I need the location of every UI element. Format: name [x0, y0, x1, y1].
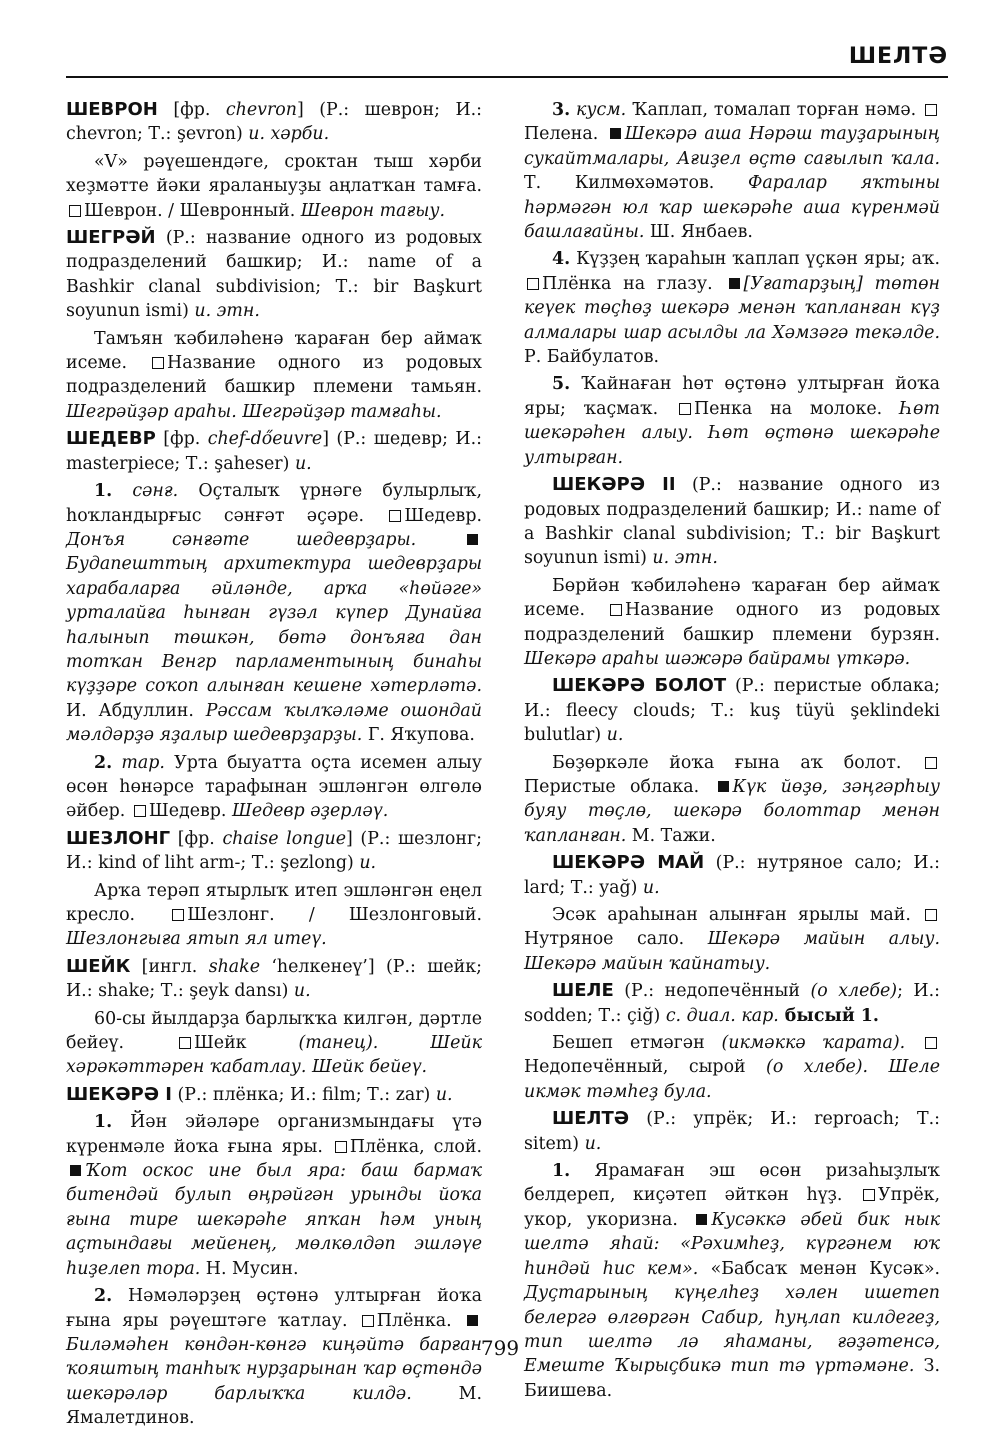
entry-definition: Арҡа терәп ятырлыҡ итеп эшләнгән еңел кресло. Шезлонг. / Шезлонговый. Шезлонгыға ятып ял итеү. [66, 880, 482, 950]
right-column [524, 98, 940, 1406]
entry-head: ШЕЗЛОНГ [фр. chaise longue] (Р.: шезлонг; И.: kind of liht arm-; Т.: şezlong) и. [66, 827, 482, 874]
quote-square-icon [610, 128, 621, 139]
translation-box-icon [362, 1315, 374, 1327]
headword: ШЕГРӘЙ [66, 227, 156, 249]
entry-definition: «V» рәүешендәге, сроктан тыш хәрби хеҙмәтте йәки яраланыуҙы аңлатҡан тамға. Шеврон. / Шевронный. Шеврон тағыу. [66, 151, 482, 221]
headword: ШЕКӘРӘ I [66, 1083, 172, 1105]
translation-box-icon [925, 104, 937, 116]
entry-shekere-2 [524, 473, 940, 671]
translation-box-icon [527, 278, 539, 290]
headword: ШЕКӘРӘ МАЙ [552, 852, 705, 874]
translation-box-icon [863, 1189, 875, 1201]
entry-shekere-1 [66, 1083, 482, 1431]
page-number: 799 [480, 1336, 520, 1360]
grammar-label: и. [642, 877, 660, 898]
grammar-label: с. диал. кар. [665, 1005, 779, 1026]
entry-head: ШЕДЕВР [фр. chef-dőeuvre] (Р.: шедевр; И.: masterpiece; Т.: şaheser) и. [66, 428, 482, 474]
grammar-label: и. [606, 725, 624, 746]
quote-square-icon [467, 1315, 478, 1326]
sense-1: 1. Ярамаған эш өсөн ризаһыҙлыҡ белдереп, киҫәтеп әйткән һүҙ. Упрёк, укор, укоризна. Кусәккә әбей бик нык шелтә яһай: «Рәхимһеҙ, күргәнем юҡ һиндәй һис кем». «Бабсаҡ менән Кусәк». Дуҫтарының күңелһеҙ хәлен ишетеп белергә өлгөргән Сабир, һуңлап килдегеҙ, тип шелтә лә яһаманы, ғәҙәтенсә, Емеште Ҡырыҫбикә тип тә үртәмәне. З. Биишева. [524, 1161, 941, 1401]
entry-shele [524, 979, 940, 1104]
translation-box-icon [179, 1037, 191, 1049]
headword: ШЕКӘРӘ БОЛОТ [552, 675, 727, 697]
header-rule [66, 76, 948, 78]
cross-reference: бысый 1. [778, 1005, 879, 1026]
headword: ШЕДЕВР [66, 428, 156, 450]
grammar-label: и. [359, 853, 377, 874]
entry-head: ШЕКӘРӘ II (Р.: название одного из родовых подразделений башкир; И.: name of a Bashkir clanal subdivision; Т.: bir Başkurt soyunun ismi) и. этн. [524, 474, 940, 569]
sense-1: 1. сәнғ. Оҫталыҡ үрнәге булырлыҡ, һоҡландырғыс сәнғәт әҫәре. Шедевр. Донъя сәнғәте шедеврҙары. Будапешттың архитектура шедеврҙары харабаларға әйләнде, арҡа «һөйәге» урталайға һынған гүзәл күпер Дунайға һалынып төшкән, бөтә донъяға дан тотҡан Венгр парламентының бинаһы күҙҙәре соҡоп алынған кешене хәтерләтә. И. Абдуллин. Рәссам ҡылҡәләме ошондай мәлдәрҙә яҙалыр шедеврҙарҙы. Г. Яҡупова. [66, 481, 482, 746]
sense-2: 2. тар. Урта быуатта оҫта исемен алыу өсөн һөнәрсе тарафынан эшләнгән өлгөлө әйбер. Шедевр. Шедевр әҙерләү. [66, 752, 482, 822]
headword: ШЕКӘРӘ II [552, 474, 676, 496]
entry-definition: Тамъян ҡәбиләһенә ҡараған бер аймаҡ исеме. Название одного из родовых подразделений башкир племени тамьян. Шегрәйҙәр араһы. Шегрәйҙәр тамғаһы. [66, 328, 482, 422]
quote-square-icon [70, 1165, 81, 1176]
entry-shezlong [66, 827, 482, 952]
translation-box-icon [925, 909, 937, 921]
sense-3: 3. кусм. Ҡаплап, томалап торған нәмә. Пелена. Шекәрә аша Нәрәш тауҙарының сукайтмалары, Ағиҙел өҫтө сағылып ҡала. Т. Килмөхәмәтов. Фаралар яҡтыны һәрмәгән юл ҡар шекәрәһе аша күренмәй башлағайны. Ш. Янбаев. [524, 100, 940, 243]
translation-box-icon [610, 604, 622, 616]
entry-shekere-may [524, 851, 940, 976]
headword: ШЕЗЛОНГ [66, 827, 171, 849]
entry-definition: Эсәк араһынан алынған ярылы май. Нутряное сало. Шекәрә майын алыу. Шекәрә майын ҡайнатыу. [524, 905, 940, 974]
entry-head: ШЕВРОН [фр. chevron] (Р.: шеврон; И.: chevron; Т.: şevron) и. хәрби. [66, 99, 482, 145]
entry-head: ШЕЛТӘ (Р.: упрёк; И.: reproach; Т.: sitem) и. [524, 1108, 940, 1154]
grammar-label: и. этн. [652, 548, 718, 569]
headword: ШЕЛТӘ [552, 1108, 630, 1130]
entry-definition: 60-сы йылдарҙа барлыҡҡа килгән, дәртле бейеү. Шейк (танец). Шейк хәрәкәттәрен ҡабатлау. Шейк бейеү. [66, 1008, 483, 1078]
entry-head: ШЕЛЕ (Р.: недопечённый (о хлебе); И.: sodden; Т.: çiğ) с. диал. кар. бысый 1. [524, 980, 940, 1026]
translation-box-icon [335, 1141, 347, 1153]
translation-box-icon [172, 909, 184, 921]
running-title: ШЕЛТӘ [848, 44, 948, 69]
quote-square-icon [696, 1214, 707, 1225]
grammar-label: и. этн. [194, 301, 260, 322]
translation-box-icon [389, 510, 401, 522]
sense-2: 2. Нәмәләрҙең өҫтөнә ултырған йоҡа ғына яры рәүештәге ҡатлау. Плёнка. Биләмәһен көндән-көнгә киңәйтә барған ҡояштың танһыҡ нурҙарынан ҡар өҫтөндә шекәрәләр барлыҡҡа килдә. М. Ямалетдинов. [66, 1286, 482, 1429]
entry-sheyk [66, 955, 482, 1080]
entry-definition: Бешеп етмәгән (икмәккә ҡарата). Недопечённый, сырой (о хлебе). Шеле икмәк тәмһеҙ була. [524, 1033, 940, 1102]
entry-shedevr [66, 427, 482, 824]
sense-4: 4. Күҙҙең ҡараһын ҡаплап үҫкән яры; аҡ. Плёнка на глазу. [Уғатарҙың] төтөн кеүек төҫһөҙ шекәрә менән ҡапланған күҙ алмалары шар асылды ла Хәмзәгә текәлде. Р. Байбулатов. [524, 249, 941, 368]
entry-definition: Бөрйән ҡәбиләһенә ҡараған бер аймаҡ исеме. Название одного из родовых подразделений башкир племени бурзян. Шекәрә араһы шәжәрә байрамы үткәрә. [524, 575, 940, 669]
headword: ШЕЛЕ [552, 980, 614, 1002]
headword: ШЕВРОН [66, 99, 158, 120]
entry-head: ШЕГРӘЙ (Р.: название одного из родовых подразделений башкир; И.: name of a Bashkir clanal subdivision; Т.: bir Başkurt soyunun ismi) и. этн. [66, 227, 482, 322]
grammar-label: и. [294, 453, 312, 474]
entry-shevron [66, 98, 482, 223]
quote-square-icon [729, 278, 740, 289]
headword: ШЕЙК [66, 955, 131, 977]
entry-head: ШЕКӘРӘ МАЙ (Р.: нутряное сало; И.: lard; Т.: yağ) и. [524, 852, 940, 898]
grammar-label: и. [584, 1133, 602, 1154]
quote-square-icon [718, 781, 729, 792]
sense-5: 5. Ҡайнаған һөт өҫтөнә ултырған йоҡа яры; ҡаҫмаҡ. Пенка на молоке. Һөт шекәрәһен алыу. Һөт өҫтөнә шекәрәһе ултырған. [524, 374, 940, 468]
entry-head: ШЕКӘРӘ БОЛОТ (Р.: перистые облака; И.: fleecy clouds; Т.: kuş tüyü şeklindeki bulutlar) и. [524, 675, 941, 746]
translation-box-icon [925, 1037, 937, 1049]
entry-shekere-bolot [524, 674, 940, 848]
translation-box-icon [69, 205, 81, 217]
translation-box-icon [152, 357, 164, 369]
quote-square-icon [467, 534, 478, 545]
entry-definition: Бөҙөркәле йоҡа ғына аҡ болот. Перистые облака. Күк йөҙө, зәңгәрһыу буяу төҫлө, шекәрә болоттар менән ҡапланған. М. Тажи. [524, 752, 941, 846]
grammar-label: и. хәрби. [248, 124, 330, 145]
translation-box-icon [134, 805, 146, 817]
entry-shegray [66, 226, 482, 424]
entry-shekere-1-continued [524, 98, 940, 470]
grammar-label: и. [435, 1084, 453, 1105]
entry-head: ШЕЙК [ингл. shake ‘һелкенеү’] (Р.: шейк; И.: shake; Т.: şeyk dansı) и. [66, 955, 482, 1002]
translation-box-icon [925, 757, 937, 769]
entry-head: ШЕКӘРӘ I (Р.: плёнка; И.: film; Т.: zar) и. [66, 1083, 453, 1105]
left-column [66, 98, 482, 1434]
sense-1: 1. Йән эйәләре организмындағы үтә күренмәле йоҡа ғына яры. Плёнка, слой. Ҡот оскос ине был яра: баш бармаҡ битендәй булып өңрәйгән урынды йоҡа ғына тире шекәрәһе япҡан һәм уның аҫтындағы мейенең, мөлкөлдәп эшләүе һиҙелеп тора. Н. Мусин. [66, 1112, 482, 1279]
translation-box-icon [679, 403, 691, 415]
grammar-label: и. [293, 981, 311, 1002]
